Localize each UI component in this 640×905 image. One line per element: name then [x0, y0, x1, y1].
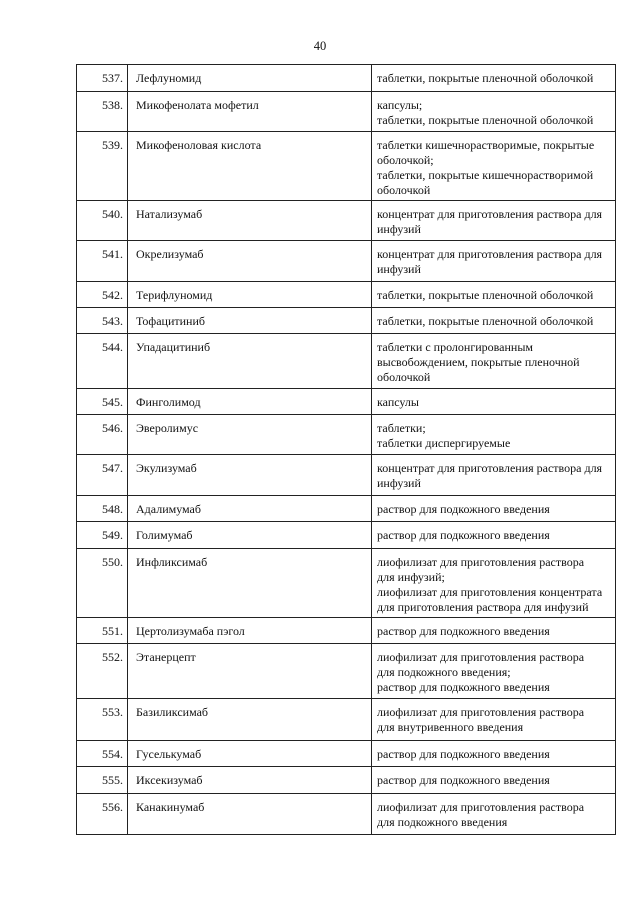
row-number: 555. [77, 767, 128, 794]
dosage-form-line: таблетки; [377, 421, 426, 435]
dosage-form [372, 699, 616, 741]
drug-name: Микофенолата мофетил [128, 92, 372, 132]
drug-name: Упадацитиниб [128, 334, 372, 389]
dosage-form [372, 415, 616, 455]
drug-name: Лефлуномид [128, 65, 372, 92]
dosage-form-line: лиофилизат для приготовления раствора [377, 555, 585, 569]
drug-table [76, 64, 616, 835]
table-row [77, 282, 616, 308]
table-row [77, 415, 616, 455]
dosage-form-line: раствор для подкожного введения [377, 624, 550, 638]
dosage-form-line: для подкожного введения; [377, 665, 511, 679]
table-row [77, 389, 616, 415]
table-row [77, 201, 616, 241]
dosage-form-line: таблетки диспергируемые [377, 436, 511, 450]
dosage-form-line: лиофилизат для приготовления концентрата [377, 585, 603, 599]
row-number: 540. [77, 201, 128, 241]
dosage-form [372, 132, 616, 201]
dosage-form-line: инфузий [377, 476, 421, 490]
row-number: 543. [77, 308, 128, 334]
dosage-form [372, 308, 616, 334]
row-number: 541. [77, 241, 128, 282]
dosage-form [372, 65, 616, 92]
drug-name: Гуселькумаб [128, 741, 372, 767]
dosage-form-line: для подкожного введения [377, 815, 508, 829]
drug-name: Окрелизумаб [128, 241, 372, 282]
dosage-form-line: лиофилизат для приготовления раствора [377, 705, 585, 719]
dosage-form-line: оболочкой [377, 183, 431, 197]
dosage-form-line: оболочкой [377, 370, 431, 384]
drug-name: Адалимумаб [128, 496, 372, 522]
table-row [77, 549, 616, 618]
dosage-form-line: лиофилизат для приготовления раствора [377, 800, 585, 814]
dosage-form [372, 522, 616, 549]
table-row [77, 618, 616, 644]
dosage-form [372, 767, 616, 794]
row-number: 538. [77, 92, 128, 132]
row-number: 551. [77, 618, 128, 644]
dosage-form-line: для приготовления раствора для инфузий [377, 600, 589, 614]
page-number: 40 [313, 39, 327, 53]
table-row [77, 455, 616, 496]
dosage-form-line: таблетки, покрытые пленочной оболочкой [377, 113, 594, 127]
dosage-form [372, 455, 616, 496]
table-row [77, 741, 616, 767]
row-number: 552. [77, 644, 128, 699]
row-number: 542. [77, 282, 128, 308]
dosage-form [372, 549, 616, 618]
drug-name: Натализумаб [128, 201, 372, 241]
dosage-form-line: раствор для подкожного введения [377, 747, 550, 761]
row-number: 544. [77, 334, 128, 389]
dosage-form-line: таблетки, покрытые пленочной оболочкой [377, 288, 594, 302]
dosage-form [372, 741, 616, 767]
row-number: 553. [77, 699, 128, 741]
drug-name: Канакинумаб [128, 794, 372, 835]
table-row [77, 334, 616, 389]
drug-name: Эверолимус [128, 415, 372, 455]
drug-name: Цертолизумаба пэгол [128, 618, 372, 644]
dosage-form [372, 334, 616, 389]
drug-name: Тофацитиниб [128, 308, 372, 334]
dosage-form-line: таблетки кишечнорастворимые, покрытые [377, 138, 595, 152]
drug-name: Этанерцепт [128, 644, 372, 699]
dosage-form [372, 496, 616, 522]
drug-name: Голимумаб [128, 522, 372, 549]
dosage-form [372, 282, 616, 308]
table-row [77, 767, 616, 794]
dosage-form-line: таблетки, покрытые кишечнорастворимой [377, 168, 594, 182]
dosage-form-line: раствор для подкожного введения [377, 502, 550, 516]
table-row [77, 496, 616, 522]
table-row [77, 92, 616, 132]
row-number: 549. [77, 522, 128, 549]
dosage-form-line: инфузий [377, 222, 421, 236]
dosage-form-line: инфузий [377, 262, 421, 276]
dosage-form-line: таблетки, покрытые пленочной оболочкой [377, 71, 594, 85]
row-number: 548. [77, 496, 128, 522]
dosage-form [372, 644, 616, 699]
drug-name: Финголимод [128, 389, 372, 415]
dosage-form [372, 241, 616, 282]
row-number: 550. [77, 549, 128, 618]
table-row [77, 522, 616, 549]
row-number: 537. [77, 65, 128, 92]
dosage-form [372, 618, 616, 644]
table-row [77, 308, 616, 334]
row-number: 546. [77, 415, 128, 455]
dosage-form-line: концентрат для приготовления раствора для [377, 247, 603, 261]
dosage-form-line: для инфузий; [377, 570, 445, 584]
table-row [77, 644, 616, 699]
drug-name: Экулизумаб [128, 455, 372, 496]
dosage-form-line: концентрат для приготовления раствора для [377, 207, 603, 221]
dosage-form-line: таблетки, покрытые пленочной оболочкой [377, 314, 594, 328]
drug-name: Терифлуномид [128, 282, 372, 308]
drug-name: Микофеноловая кислота [128, 132, 372, 201]
dosage-form-line: оболочкой; [377, 153, 434, 167]
dosage-form-line: капсулы [377, 395, 419, 409]
dosage-form-line: лиофилизат для приготовления раствора [377, 650, 585, 664]
dosage-form-line: раствор для подкожного введения [377, 528, 550, 542]
dosage-form [372, 389, 616, 415]
dosage-form [372, 794, 616, 835]
row-number: 545. [77, 389, 128, 415]
dosage-form-line: раствор для подкожного введения [377, 773, 550, 787]
table-row [77, 132, 616, 201]
table-row [77, 699, 616, 741]
table-row [77, 241, 616, 282]
dosage-form-line: для внутривенного введения [377, 720, 524, 734]
drug-name: Базиликсимаб [128, 699, 372, 741]
dosage-form [372, 201, 616, 241]
row-number: 539. [77, 132, 128, 201]
dosage-form-line: высвобождением, покрытые пленочной [377, 355, 580, 369]
dosage-form [372, 92, 616, 132]
row-number: 554. [77, 741, 128, 767]
table-row [77, 65, 616, 92]
row-number: 547. [77, 455, 128, 496]
dosage-form-line: концентрат для приготовления раствора для [377, 461, 603, 475]
dosage-form-line: таблетки с пролонгированным [377, 340, 534, 354]
drug-name: Иксекизумаб [128, 767, 372, 794]
dosage-form-line: капсулы; [377, 98, 423, 112]
table-row [77, 794, 616, 835]
drug-name: Инфликсимаб [128, 549, 372, 618]
row-number: 556. [77, 794, 128, 835]
dosage-form-line: раствор для подкожного введения [377, 680, 550, 694]
